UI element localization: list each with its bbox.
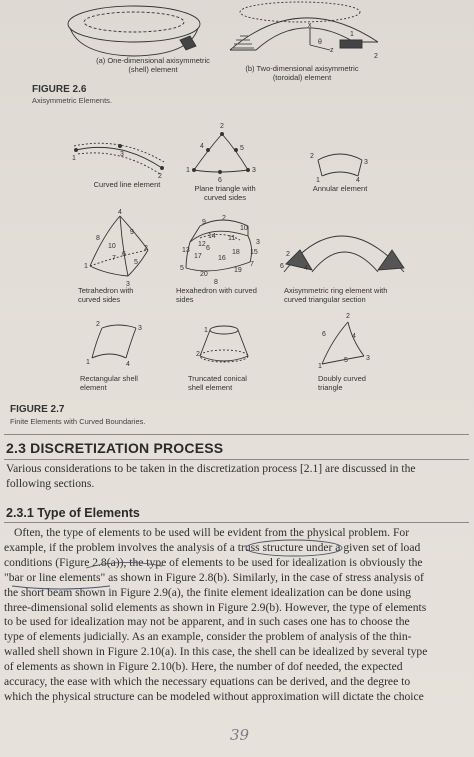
node-label: 7 bbox=[112, 255, 116, 262]
node-label: 6 bbox=[206, 245, 210, 252]
node-label: 6 bbox=[322, 331, 326, 338]
axisymmetric-ring-caption: Axisymmetric ring element with curved triangular section bbox=[284, 286, 388, 304]
node-label: 3 bbox=[126, 281, 130, 288]
section-heading: 2.3 DISCRETIZATION PROCESS bbox=[6, 440, 224, 456]
node-label: 3 bbox=[138, 325, 142, 332]
node-label: 3 bbox=[120, 151, 124, 158]
node-label: 14 bbox=[208, 233, 216, 240]
node-label: 16 bbox=[218, 255, 226, 262]
node-label: 2 bbox=[286, 251, 290, 258]
node-label: 6 bbox=[218, 177, 222, 184]
plane-triangle-caption: Plane triangle with curved sides bbox=[194, 184, 256, 202]
node-label: 2 bbox=[346, 313, 350, 320]
paragraph-line: "bar or line elements" as shown in Figure 2.8(b). Similarly, in the case of stress analysis of bbox=[4, 570, 424, 584]
paragraph-line: type of elements judicially. As an example, consider the problem of analysis of the thin- bbox=[4, 630, 412, 644]
node-label: 1 bbox=[86, 359, 90, 366]
figure-2-7-subtitle: Finite Elements with Curved Boundaries. bbox=[10, 417, 146, 426]
annular-element-caption: Annular element bbox=[312, 184, 368, 193]
node-label: 5 bbox=[240, 145, 244, 152]
axisymmetric-ring-drawing bbox=[284, 236, 404, 272]
node-label: 20 bbox=[200, 271, 208, 278]
node-label: 1 bbox=[316, 177, 320, 184]
doubly-curved-triangle-drawing bbox=[322, 322, 364, 364]
handwritten-page-number: 39 bbox=[230, 726, 250, 744]
node-label: 3 bbox=[364, 159, 368, 166]
paragraph-line: example, if the problem involves the analysis of a truss structure under a given set of load bbox=[4, 540, 421, 554]
figure-2-7-title: FIGURE 2.7 bbox=[10, 404, 65, 415]
node-label: 13 bbox=[182, 247, 190, 254]
node-label: 5 bbox=[344, 357, 348, 364]
node-label: 2 bbox=[220, 123, 224, 130]
node-label: 4 bbox=[126, 361, 130, 368]
section-rule-top bbox=[4, 434, 469, 435]
node-label: 2 bbox=[196, 351, 200, 358]
node-label: 2 bbox=[222, 215, 226, 222]
node-label: 12 bbox=[198, 241, 206, 248]
subsection-rule bbox=[4, 522, 469, 523]
paragraph-line: conditions (Figure 2.8(a)), the type of elements to be used for idealization is obviously the bbox=[4, 555, 423, 569]
node-label: 4 bbox=[352, 333, 356, 340]
node-label: 19 bbox=[234, 267, 242, 274]
panel-b-caption: (b) Two-dimensional axisymmetric (toroidal) element bbox=[245, 64, 359, 82]
axis-z-label: z bbox=[330, 47, 334, 54]
rectangular-shell-drawing bbox=[92, 325, 136, 358]
node-label: 1 bbox=[84, 263, 88, 270]
axis-x-label: x bbox=[308, 22, 312, 29]
intro-line: following sections. bbox=[6, 476, 95, 490]
hexahedron-caption: Hexahedron with curved sides bbox=[176, 286, 257, 304]
paragraph-line: walled shell shown in Figure 2.10(a). In this case, the shell can be idealized by several type bbox=[4, 645, 428, 659]
node-2-label: 2 bbox=[374, 53, 378, 60]
node-label: 8 bbox=[96, 235, 100, 242]
node-label: 1 bbox=[186, 167, 190, 174]
node-label: 1 bbox=[204, 327, 208, 334]
paragraph-line: of elements as shown in Figure 2.10(b). Here, the number of dof needed, the expected bbox=[4, 660, 403, 674]
subsection-heading: 2.3.1 Type of Elements bbox=[6, 506, 140, 520]
paragraph-line: which the physical structure can be modeled without approximation will dictate the choice bbox=[4, 689, 424, 703]
node-label: 6 bbox=[280, 263, 284, 270]
node-label: 9 bbox=[202, 219, 206, 226]
paragraph-line: to be used for idealization may not be apparent, and in such cases one has to choose the bbox=[4, 615, 410, 629]
node-label: 2 bbox=[310, 153, 314, 160]
curved-line-element-caption: Curved line element bbox=[93, 180, 161, 189]
node-label: 7 bbox=[250, 261, 254, 268]
node-label: 6 bbox=[122, 251, 126, 258]
truncated-cone-caption: Truncated conical shell element bbox=[188, 374, 247, 392]
node-label: 5 bbox=[180, 265, 184, 272]
node-label: 3 bbox=[252, 167, 256, 174]
node-label: 4 bbox=[304, 265, 308, 272]
rectangular-shell-caption: Rectangular shell element bbox=[80, 374, 138, 392]
curved-line-element-drawing bbox=[74, 143, 164, 174]
tetrahedron-caption: Tetrahedron with curved sides bbox=[78, 286, 134, 304]
panel-a-caption: (a) One-dimensional axisymmetric (shell) element bbox=[96, 56, 210, 74]
node-label: 1 bbox=[72, 155, 76, 162]
node-numbers bbox=[72, 123, 370, 370]
figure-2-6-title: FIGURE 2.6 bbox=[32, 84, 87, 95]
node-label: 17 bbox=[194, 253, 202, 260]
node-label: 4 bbox=[356, 177, 360, 184]
section-rule-bottom bbox=[4, 459, 469, 460]
figure-2-6-subtitle: Axisymmetric Elements. bbox=[32, 96, 113, 105]
node-label: 15 bbox=[250, 249, 258, 256]
paragraph-line: accuracy, the ease with which the necessary equations can be derived, and the degree to bbox=[4, 675, 411, 689]
body-paragraph bbox=[4, 526, 472, 705]
node-label: 1 bbox=[318, 363, 322, 370]
annular-element-drawing bbox=[318, 154, 362, 176]
node-1-label: 1 bbox=[350, 31, 354, 38]
node-label: 18 bbox=[232, 249, 240, 256]
node-label: 2 bbox=[158, 173, 162, 180]
doubly-curved-triangle-caption: Doubly curved triangle bbox=[318, 374, 366, 392]
node-label: 2 bbox=[96, 321, 100, 328]
tetrahedron-drawing bbox=[90, 216, 148, 276]
node-label: 9 bbox=[130, 229, 134, 236]
paragraph-line: Often, the type of elements to be used will be evident from the physical problem. For bbox=[14, 526, 410, 539]
section-intro bbox=[6, 462, 472, 492]
node-label: 11 bbox=[228, 235, 236, 242]
node-label: 3 bbox=[256, 239, 260, 246]
node-label: 10 bbox=[240, 225, 248, 232]
node-label: 4 bbox=[118, 209, 122, 216]
paragraph-line: three-dimensional solid elements as shown in Figure 2.9(b). However, the type of elements bbox=[4, 600, 427, 614]
node-label: 10 bbox=[108, 243, 116, 250]
node-label: 3 bbox=[366, 355, 370, 362]
axis-theta-label: θ bbox=[318, 39, 322, 46]
paragraph-line: the short beam shown in Figure 2.9(a), the finite element idealization can be done using bbox=[4, 585, 411, 599]
node-label: 4 bbox=[200, 143, 204, 150]
plane-triangle-drawing bbox=[193, 133, 250, 174]
node-label: 8 bbox=[214, 279, 218, 286]
node-label: 5 bbox=[134, 259, 138, 266]
node-label: 2 bbox=[144, 245, 148, 252]
intro-line: Various considerations to be taken in the discretization process [2.1] are discussed in the bbox=[6, 462, 416, 475]
